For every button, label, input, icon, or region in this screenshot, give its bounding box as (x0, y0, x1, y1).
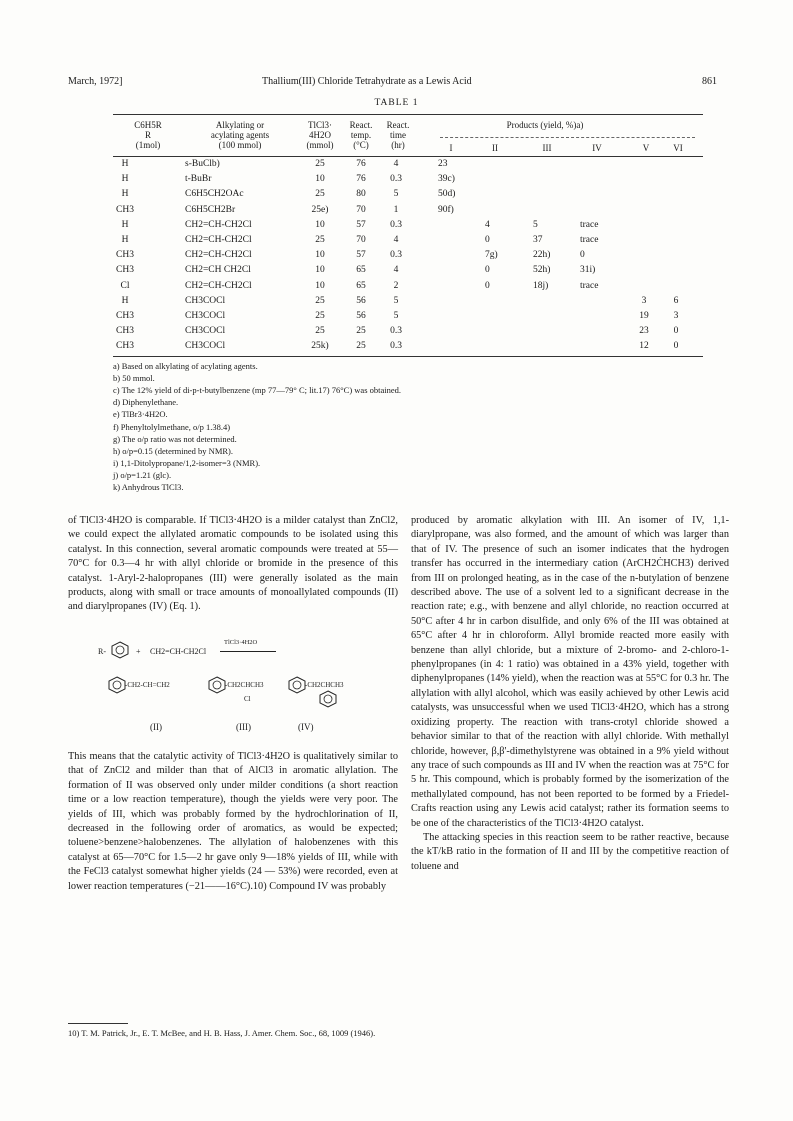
table-cell: 19 (639, 311, 649, 321)
table-cell: H (121, 159, 129, 169)
table-cell: 0.3 (390, 341, 402, 352)
table-cell: CH3 (116, 250, 134, 261)
table-cell: 2 (393, 280, 399, 291)
table-cell: 23 (639, 326, 649, 337)
header-line: React. (349, 120, 373, 130)
table-bottom-rule (113, 356, 703, 357)
benzene-ring-icon (207, 676, 227, 694)
table-cell: 52h) (533, 265, 551, 276)
eq-product-IV: -CH2CHCH3 (305, 681, 344, 689)
table-cell: 25 (315, 295, 325, 306)
table-cell: 0.3 (390, 250, 402, 261)
header-prod-V: V (642, 143, 650, 153)
eq-product-II: -CH2-CH=CH2 (125, 681, 170, 689)
eq-label-III: (III) (236, 722, 251, 732)
paragraph: This means that the catalytic activity of TlCl3·4H2O is qualitatively similar to that of ZnCl2 and milder than that of AlCl3 in aromatic allylation. The formation of II was observed only under milder conditions (a short reaction time or a low reaction temperature), though the yields were very poor. The yields of III, which was probably formed by the hydrochlorination of II, decreased in the following order of aromatics, as would be expected; toluene>benzene>halobenzenes. The allylation of halobenzenes with this catalyst at 65—70°C for 1.5—2 hr gave only 9—18% yields of III, while with the FeCl3 catalyst somewhat higher yields (24 — 53%) were recorded, even at lower reaction temperatures (−21——16°C).10) Compound IV was probably (68, 751, 398, 892)
table-cell: 1 (393, 204, 399, 215)
table-cell: 76 (356, 174, 366, 185)
table-cell: 70 (356, 204, 366, 215)
header-line: acylating agents (210, 130, 270, 140)
table-cell: 23 (438, 159, 448, 169)
table-cell: 56 (356, 295, 366, 306)
table-cell: 39c) (438, 174, 455, 185)
table-cell: 70 (356, 235, 366, 245)
table-cell: 0 (673, 326, 679, 337)
table-footnote: e) TlBr3·4H2O. (113, 409, 168, 420)
header-line: (100 mmol) (218, 140, 262, 150)
table-cell: 25 (315, 326, 325, 337)
table-cell: s-BuClb) (185, 159, 220, 169)
table-cell: 5 (393, 295, 399, 306)
table-cell: 25 (315, 189, 325, 200)
table-cell: CH3 (116, 326, 134, 337)
header-prod-VI: VI (673, 143, 683, 153)
table-footnote: c) The 12% yield of di-p-t-butylbenzene (mp 77—79° C; lit.17) 76°C) was obtained. (113, 385, 402, 396)
table-footnote: i) 1,1-Ditolypropane/1,2-isomer=3 (NMR). (113, 457, 261, 468)
products-span-rule (440, 137, 695, 138)
header-products: Products (yield, %)a) (506, 120, 584, 130)
left-para-2 (68, 750, 398, 894)
table-cell: 5 (533, 219, 538, 230)
table-cell: 0 (673, 341, 679, 352)
table-cell: 4 (485, 219, 490, 230)
table-footnote: h) o/p=0.15 (determined by NMR). (113, 445, 233, 456)
table-cell: CH3 (116, 265, 134, 276)
running-header-date: March, 1972] (68, 76, 123, 87)
table-cell: 4 (393, 159, 399, 169)
table-cell: 5 (393, 189, 399, 200)
table-cell: C6H5CH2Br (185, 204, 236, 215)
table-footnote: d) Diphenylethane. (113, 397, 179, 408)
table-cell: H (121, 219, 129, 230)
table-cell: CH3COCl (185, 311, 226, 321)
table-cell: Cl (120, 280, 130, 291)
table-cell: CH2=CH-CH2Cl (185, 235, 252, 245)
table-footnote: g) The o/p ratio was not determined. (113, 433, 237, 444)
table-cell: CH3COCl (185, 341, 226, 352)
table-cell: 4 (393, 235, 399, 245)
header-line: C6H5R (134, 120, 162, 130)
header-time (380, 120, 416, 150)
table-cell: trace (580, 280, 599, 291)
table-cell: 10 (315, 265, 325, 276)
paragraph: of TlCl3·4H2O is comparable. If TlCl3·4H2O is a milder catalyst than ZnCl2, we could expect the allylated aromatic compounds to be isolated using this catalyst. In this connection, several aromatic compounds were treated at 55—70°C for 0.3—4 hr with allyl chloride or bromide in the presence of this catalyst. 1-Aryl-2-halopropanes (III) were generally isolated as the main products, along with small or trace amounts of monoallylated compounds (II) and diarylpropanes (IV) (Eq. 1). (68, 515, 398, 613)
header-agent (180, 120, 300, 150)
table-cell: 3 (673, 311, 679, 321)
table-cell: 56 (356, 311, 366, 321)
table-cell: H (121, 235, 129, 245)
header-temp (342, 120, 380, 150)
header-prod-IV: IV (592, 143, 602, 153)
table-cell: 50d) (438, 189, 456, 200)
header-prod-II: II (492, 143, 498, 153)
header-line: R (144, 130, 151, 140)
eq-label-II: (II) (150, 722, 162, 732)
table-cell: t-BuBr (185, 174, 212, 185)
header-line: 4H2O (309, 130, 331, 140)
table-header-rule (113, 156, 703, 157)
table-cell: CH3COCl (185, 295, 226, 306)
table-cell: 0 (485, 265, 490, 276)
table-cell: 0.3 (390, 174, 402, 185)
table-cell: CH3 (116, 341, 134, 352)
table-cell: CH2=CH-CH2Cl (185, 280, 252, 291)
table-cell: 10 (315, 219, 325, 230)
table-cell: H (121, 189, 129, 200)
table-cell: 25k) (311, 341, 329, 352)
table-cell: CH3COCl (185, 326, 226, 337)
table-cell: CH3 (116, 204, 134, 215)
table-cell: 4 (393, 265, 399, 276)
table-cell: 6 (673, 295, 679, 306)
table-cell: H (121, 174, 129, 185)
paragraph: produced by aromatic alkylation with III. An isomer of IV, 1,1-diarylpropane, was also formed, and the amount of which was larger than that of IV. The presence of such an isomer indicates that the hydrogen transfer has occurred in the intermediary cation (ArCH2ĊHCH3) derived from III on prolonged heating, as in the case of the n-butylation of benzene described above. The use of a solvent led to a significant decrease in the reaction rate; e.g., with benzene and allyl chloride, no reaction occurred at 50°C after 4 hr in carbon disulfide, and only 6% of the III was obtained at 65°C after 4 hr in chloroform. Allyl bromide reacted more easily with benzene than allyl chloride, but a mixture of 2-bromo- and 2-chloro-1-phenylpropanes (in 4: 1 ratio) was obtained in a 43% yield, together with diphenylpropanes (14% yield), when the reaction was at 55°C for 0.3 hr. The allylation with allyl alcohol, which was easily achieved by other Lewis acid catalysts, was unsuccessful when we used TlCl3·4H2O, which has a strong oxidizing property. The reaction with trans-crotyl chloride showed a behavior similar to that of the reaction with allyl chloride. With methallyl chloride, however, β,β'-dimethylstyrene was obtained in a 9% yield without any trace of such compounds as III and IV when the reaction was at 75°C for 5 hr. This compound, which is probably formed by the isomerization of the methallylated compound, has not been reported to be formed by a Friedel-Crafts reaction using any Lewis acid catalyst; rather its formation seems to be one of the characteristics of the TlCl3·4H2O catalyst. (411, 515, 729, 829)
table-cell: 25 (356, 341, 366, 352)
table-cell: 3 (641, 295, 647, 306)
header-line: Alkylating or (215, 120, 265, 130)
table-cell: 25 (315, 235, 325, 245)
header-line: (mmol) (306, 140, 334, 150)
table-footnote: f) Phenyltolylmethane, o/p 1.38.4) (113, 421, 231, 432)
table-cell: 0 (485, 235, 490, 245)
footnote-rule (68, 1023, 128, 1024)
paragraph: The attacking species in this reaction seem to be rather reactive, because the kT/kB ratio in the formation of II and III by the competitive reaction of toluene and (411, 831, 729, 872)
table-cell: 0 (580, 250, 585, 261)
table-cell: 0.3 (390, 326, 402, 337)
table-title: TABLE 1 (374, 98, 419, 108)
table-cell: 57 (356, 219, 366, 230)
header-line: React. (386, 120, 410, 130)
table-cell: 37 (533, 235, 543, 245)
table-cell: 5 (393, 311, 399, 321)
table-cell: 22h) (533, 250, 551, 261)
table-cell: CH2=CH-CH2Cl (185, 250, 252, 261)
table-cell: 0.3 (390, 219, 402, 230)
header-line: TlCl3· (308, 120, 332, 130)
table-cell: 25 (315, 311, 325, 321)
table-cell: CH3 (116, 311, 134, 321)
table-footnote: k) Anhydrous TlCl3. (113, 482, 184, 492)
table-cell: 0 (485, 280, 490, 291)
table-cell: trace (580, 219, 599, 230)
header-substrate (113, 120, 183, 150)
table-cell: 18j) (533, 280, 549, 291)
table-cell: 10 (315, 280, 325, 291)
reaction-arrow-icon (220, 651, 276, 652)
eq-reactant: R- (98, 647, 106, 656)
table-cell: 80 (356, 189, 366, 200)
table-cell: 57 (356, 250, 366, 261)
table-footnote: j) o/p=1.21 (glc). (113, 469, 172, 480)
header-prod-I: I (449, 143, 453, 153)
page-number: 861 (702, 76, 717, 87)
table-cell: 25 (356, 326, 366, 337)
eq-product-III-cl: Cl (244, 695, 251, 703)
table-cell: 7g) (485, 250, 498, 261)
eq-allyl-chloride: CH2=CH-CH2Cl (150, 647, 207, 656)
table-cell: 65 (356, 280, 366, 291)
benzene-ring-icon (318, 690, 338, 708)
header-prod-III: III (542, 143, 552, 153)
table-cell: CH2=CH CH2Cl (185, 265, 251, 276)
running-header-title: Thallium(III) Chloride Tetrahydrate as a Lewis Acid (262, 76, 472, 87)
header-line: (°C) (353, 140, 369, 150)
table-cell: CH2=CH-CH2Cl (185, 219, 252, 230)
table-cell: C6H5CH2OAc (185, 189, 244, 200)
header-line: (1mol) (135, 140, 161, 150)
eq-product-III: -CH2CHCH3 (225, 681, 264, 689)
table-cell: 10 (315, 250, 325, 261)
header-line: time (390, 130, 406, 140)
eq-label-IV: (IV) (298, 722, 314, 732)
left-para-1 (68, 514, 398, 615)
eq-catalyst: TlCl3·4H2O (224, 639, 258, 646)
table-footnote: b) 50 mmol. (113, 373, 155, 384)
header-catalyst (298, 120, 342, 150)
table-cell: 65 (356, 265, 366, 276)
table-cell: 76 (356, 159, 366, 169)
table-cell: H (121, 295, 129, 306)
table-cell: 31i) (580, 265, 596, 276)
table-cell: 12 (639, 341, 649, 352)
table-cell: 10 (315, 174, 325, 185)
right-para-1 (411, 514, 729, 874)
benzene-ring-icon (110, 641, 130, 659)
table-footnote: a) Based on alkylating of acylating agents. (113, 361, 258, 371)
header-line: temp. (350, 130, 372, 140)
table-top-rule (113, 114, 703, 115)
eq-plus: + (136, 647, 141, 656)
header-line: (hr) (391, 140, 405, 150)
table-cell: 25 (315, 159, 325, 169)
table-cell: 25e) (311, 204, 329, 215)
table-cell: trace (580, 235, 599, 245)
table-cell: 90f) (438, 204, 454, 215)
benzene-ring-icon (287, 676, 307, 694)
reference-10: 10) T. M. Patrick, Jr., E. T. McBee, and H. B. Hass, J. Amer. Chem. Soc., 68, 1009 (1946). (68, 1028, 376, 1038)
benzene-ring-icon (107, 676, 127, 694)
